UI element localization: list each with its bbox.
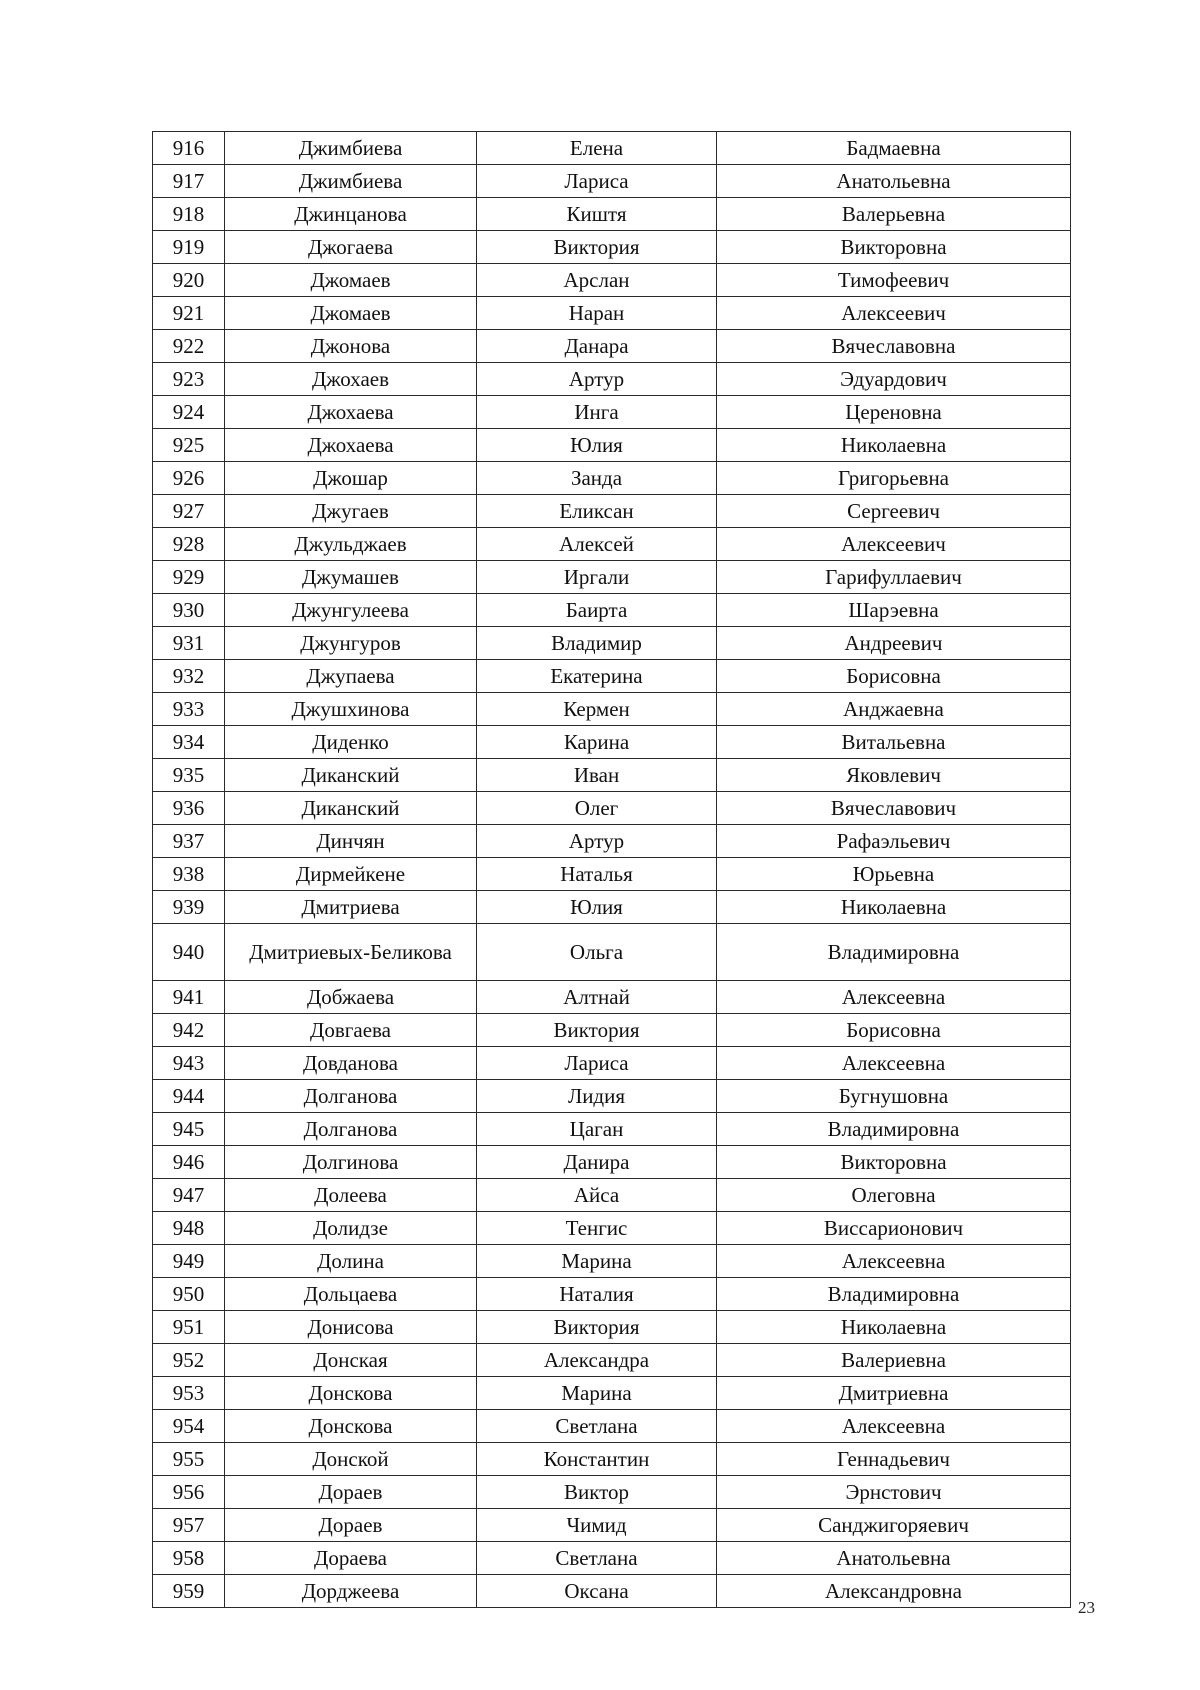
row-number-cell: 920 [153, 264, 225, 297]
table-row [153, 1575, 1071, 1608]
last-name-cell: Долеева [225, 1179, 477, 1212]
patronymic-cell: Анджаевна [717, 693, 1071, 726]
last-name-cell: Диканский [225, 759, 477, 792]
row-number-cell: 948 [153, 1212, 225, 1245]
last-name-cell: Джошар [225, 462, 477, 495]
row-number-cell: 921 [153, 297, 225, 330]
row-number-cell: 923 [153, 363, 225, 396]
table-row [153, 891, 1071, 924]
first-name-cell: Марина [477, 1245, 717, 1278]
first-name-cell: Иван [477, 759, 717, 792]
last-name-cell: Джонова [225, 330, 477, 363]
patronymic-cell: Викторовна [717, 231, 1071, 264]
table-row [153, 198, 1071, 231]
row-number-cell: 944 [153, 1080, 225, 1113]
last-name-cell: Долганова [225, 1113, 477, 1146]
table-row [153, 627, 1071, 660]
first-name-cell: Наран [477, 297, 717, 330]
table-row [153, 792, 1071, 825]
last-name-cell: Джохаев [225, 363, 477, 396]
first-name-cell: Ольга [477, 924, 717, 981]
last-name-cell: Долгинова [225, 1146, 477, 1179]
first-name-cell: Чимид [477, 1509, 717, 1542]
patronymic-cell: Эдуардович [717, 363, 1071, 396]
first-name-cell: Виктория [477, 231, 717, 264]
patronymic-cell: Дмитриевна [717, 1377, 1071, 1410]
first-name-cell: Наталия [477, 1278, 717, 1311]
patronymic-cell: Алексеевич [717, 528, 1071, 561]
patronymic-cell: Шарэевна [717, 594, 1071, 627]
patronymic-cell: Алексеевна [717, 1047, 1071, 1080]
first-name-cell: Артур [477, 363, 717, 396]
last-name-cell: Донисова [225, 1311, 477, 1344]
row-number-cell: 924 [153, 396, 225, 429]
last-name-cell: Джумашев [225, 561, 477, 594]
table-row [153, 264, 1071, 297]
first-name-cell: Кермен [477, 693, 717, 726]
table-row [153, 1311, 1071, 1344]
patronymic-cell: Григорьевна [717, 462, 1071, 495]
table-row [153, 1443, 1071, 1476]
last-name-cell: Джупаева [225, 660, 477, 693]
last-name-cell: Джохаева [225, 396, 477, 429]
first-name-cell: Еликсан [477, 495, 717, 528]
table-row [153, 231, 1071, 264]
table-row [153, 1377, 1071, 1410]
page-number: 23 [1078, 1598, 1095, 1617]
patronymic-cell: Вячеславович [717, 792, 1071, 825]
first-name-cell: Владимир [477, 627, 717, 660]
patronymic-cell: Гарифуллаевич [717, 561, 1071, 594]
row-number-cell: 931 [153, 627, 225, 660]
row-number-cell: 928 [153, 528, 225, 561]
row-number-cell: 917 [153, 165, 225, 198]
row-number-cell: 950 [153, 1278, 225, 1311]
row-number-cell: 959 [153, 1575, 225, 1608]
first-name-cell: Айса [477, 1179, 717, 1212]
first-name-cell: Марина [477, 1377, 717, 1410]
first-name-cell: Юлия [477, 891, 717, 924]
table-row [153, 363, 1071, 396]
last-name-cell: Джульджаев [225, 528, 477, 561]
table-row [153, 924, 1071, 981]
row-number-cell: 932 [153, 660, 225, 693]
table-row [153, 981, 1071, 1014]
table-row [153, 1113, 1071, 1146]
first-name-cell: Арслан [477, 264, 717, 297]
patronymic-cell: Анатольевна [717, 1542, 1071, 1575]
last-name-cell: Долина [225, 1245, 477, 1278]
patronymic-cell: Николаевна [717, 891, 1071, 924]
table-row [153, 297, 1071, 330]
table-row [153, 1245, 1071, 1278]
last-name-cell: Довданова [225, 1047, 477, 1080]
last-name-cell: Джунгуров [225, 627, 477, 660]
last-name-cell: Джогаева [225, 231, 477, 264]
first-name-cell: Тенгис [477, 1212, 717, 1245]
patronymic-cell: Цереновна [717, 396, 1071, 429]
last-name-cell: Джушхинова [225, 693, 477, 726]
last-name-cell: Донской [225, 1443, 477, 1476]
last-name-cell: Дорджеева [225, 1575, 477, 1608]
row-number-cell: 926 [153, 462, 225, 495]
first-name-cell: Инга [477, 396, 717, 429]
first-name-cell: Баирта [477, 594, 717, 627]
last-name-cell: Довгаева [225, 1014, 477, 1047]
row-number-cell: 947 [153, 1179, 225, 1212]
last-name-cell: Джомаев [225, 297, 477, 330]
patronymic-cell: Алексеевна [717, 1245, 1071, 1278]
patronymic-cell: Андреевич [717, 627, 1071, 660]
last-name-cell: Джимбиева [225, 132, 477, 165]
patronymic-cell: Рафаэльевич [717, 825, 1071, 858]
patronymic-cell: Вячеславовна [717, 330, 1071, 363]
table-row [153, 1476, 1071, 1509]
row-number-cell: 925 [153, 429, 225, 462]
last-name-cell: Диденко [225, 726, 477, 759]
row-number-cell: 940 [153, 924, 225, 981]
patronymic-cell: Геннадьевич [717, 1443, 1071, 1476]
table-row [153, 330, 1071, 363]
patronymic-cell: Николаевна [717, 1311, 1071, 1344]
first-name-cell: Екатерина [477, 660, 717, 693]
table-row [153, 495, 1071, 528]
patronymic-cell: Алексеевна [717, 981, 1071, 1014]
table-row [153, 1410, 1071, 1443]
row-number-cell: 933 [153, 693, 225, 726]
first-name-cell: Константин [477, 1443, 717, 1476]
last-name-cell: Джохаева [225, 429, 477, 462]
last-name-cell: Донскова [225, 1377, 477, 1410]
first-name-cell: Светлана [477, 1410, 717, 1443]
patronymic-cell: Эрнстович [717, 1476, 1071, 1509]
row-number-cell: 935 [153, 759, 225, 792]
patronymic-cell: Алексеевна [717, 1410, 1071, 1443]
patronymic-cell: Борисовна [717, 1014, 1071, 1047]
last-name-cell: Динчян [225, 825, 477, 858]
table-row [153, 165, 1071, 198]
table-row [153, 594, 1071, 627]
first-name-cell: Олег [477, 792, 717, 825]
table-row [153, 1542, 1071, 1575]
row-number-cell: 956 [153, 1476, 225, 1509]
table-row [153, 462, 1071, 495]
patronymic-cell: Борисовна [717, 660, 1071, 693]
table-row [153, 759, 1071, 792]
table-row [153, 561, 1071, 594]
table-row [153, 693, 1071, 726]
row-number-cell: 937 [153, 825, 225, 858]
first-name-cell: Занда [477, 462, 717, 495]
patronymic-cell: Валериевна [717, 1344, 1071, 1377]
table-row [153, 1212, 1071, 1245]
patronymic-cell: Алексеевич [717, 297, 1071, 330]
table-row [153, 429, 1071, 462]
last-name-cell: Дмитриевых-Беликова [225, 924, 477, 981]
first-name-cell: Лидия [477, 1080, 717, 1113]
row-number-cell: 942 [153, 1014, 225, 1047]
first-name-cell: Оксана [477, 1575, 717, 1608]
last-name-cell: Джунгулеева [225, 594, 477, 627]
row-number-cell: 941 [153, 981, 225, 1014]
first-name-cell: Александра [477, 1344, 717, 1377]
row-number-cell: 951 [153, 1311, 225, 1344]
row-number-cell: 955 [153, 1443, 225, 1476]
table-row [153, 660, 1071, 693]
table-row [153, 528, 1071, 561]
first-name-cell: Виктория [477, 1014, 717, 1047]
last-name-cell: Дольцаева [225, 1278, 477, 1311]
first-name-cell: Виктория [477, 1311, 717, 1344]
first-name-cell: Светлана [477, 1542, 717, 1575]
last-name-cell: Джимбиева [225, 165, 477, 198]
patronymic-cell: Владимировна [717, 1113, 1071, 1146]
row-number-cell: 930 [153, 594, 225, 627]
first-name-cell: Елена [477, 132, 717, 165]
last-name-cell: Дораев [225, 1509, 477, 1542]
row-number-cell: 938 [153, 858, 225, 891]
row-number-cell: 939 [153, 891, 225, 924]
row-number-cell: 958 [153, 1542, 225, 1575]
last-name-cell: Долидзе [225, 1212, 477, 1245]
last-name-cell: Долганова [225, 1080, 477, 1113]
row-number-cell: 954 [153, 1410, 225, 1443]
first-name-cell: Иргали [477, 561, 717, 594]
patronymic-cell: Викторовна [717, 1146, 1071, 1179]
patronymic-cell: Николаевна [717, 429, 1071, 462]
table-row [153, 726, 1071, 759]
patronymic-cell: Сергеевич [717, 495, 1071, 528]
table-row [153, 1278, 1071, 1311]
patronymic-cell: Витальевна [717, 726, 1071, 759]
row-number-cell: 949 [153, 1245, 225, 1278]
patronymic-cell: Владимировна [717, 1278, 1071, 1311]
row-number-cell: 953 [153, 1377, 225, 1410]
last-name-cell: Диканский [225, 792, 477, 825]
first-name-cell: Киштя [477, 198, 717, 231]
last-name-cell: Джомаев [225, 264, 477, 297]
last-name-cell: Донскова [225, 1410, 477, 1443]
table-row [153, 1179, 1071, 1212]
roster-table [152, 131, 1071, 1608]
first-name-cell: Данара [477, 330, 717, 363]
row-number-cell: 922 [153, 330, 225, 363]
table-row [153, 1080, 1071, 1113]
row-number-cell: 916 [153, 132, 225, 165]
patronymic-cell: Валерьевна [717, 198, 1071, 231]
first-name-cell: Лариса [477, 165, 717, 198]
table-row [153, 1509, 1071, 1542]
table-row [153, 825, 1071, 858]
last-name-cell: Джинцанова [225, 198, 477, 231]
first-name-cell: Виктор [477, 1476, 717, 1509]
patronymic-cell: Бадмаевна [717, 132, 1071, 165]
table-row [153, 1146, 1071, 1179]
first-name-cell: Алтнай [477, 981, 717, 1014]
patronymic-cell: Яковлевич [717, 759, 1071, 792]
row-number-cell: 919 [153, 231, 225, 264]
first-name-cell: Наталья [477, 858, 717, 891]
row-number-cell: 943 [153, 1047, 225, 1080]
patronymic-cell: Юрьевна [717, 858, 1071, 891]
first-name-cell: Карина [477, 726, 717, 759]
row-number-cell: 929 [153, 561, 225, 594]
row-number-cell: 918 [153, 198, 225, 231]
last-name-cell: Дирмейкене [225, 858, 477, 891]
row-number-cell: 945 [153, 1113, 225, 1146]
table-row [153, 858, 1071, 891]
row-number-cell: 934 [153, 726, 225, 759]
row-number-cell: 936 [153, 792, 225, 825]
first-name-cell: Алексей [477, 528, 717, 561]
patronymic-cell: Олеговна [717, 1179, 1071, 1212]
patronymic-cell: Бугнушовна [717, 1080, 1071, 1113]
patronymic-cell: Александровна [717, 1575, 1071, 1608]
table-row [153, 396, 1071, 429]
last-name-cell: Добжаева [225, 981, 477, 1014]
first-name-cell: Данира [477, 1146, 717, 1179]
table-row [153, 1047, 1071, 1080]
last-name-cell: Дораева [225, 1542, 477, 1575]
table-row [153, 1014, 1071, 1047]
table-row [153, 132, 1071, 165]
row-number-cell: 946 [153, 1146, 225, 1179]
last-name-cell: Дмитриева [225, 891, 477, 924]
first-name-cell: Артур [477, 825, 717, 858]
patronymic-cell: Владимировна [717, 924, 1071, 981]
patronymic-cell: Санджигоряевич [717, 1509, 1071, 1542]
last-name-cell: Джугаев [225, 495, 477, 528]
first-name-cell: Лариса [477, 1047, 717, 1080]
patronymic-cell: Тимофеевич [717, 264, 1071, 297]
patronymic-cell: Анатольевна [717, 165, 1071, 198]
row-number-cell: 952 [153, 1344, 225, 1377]
table-row [153, 1344, 1071, 1377]
roster-table-body [153, 132, 1071, 1608]
last-name-cell: Дораев [225, 1476, 477, 1509]
first-name-cell: Юлия [477, 429, 717, 462]
row-number-cell: 927 [153, 495, 225, 528]
patronymic-cell: Виссарионович [717, 1212, 1071, 1245]
first-name-cell: Цаган [477, 1113, 717, 1146]
last-name-cell: Донская [225, 1344, 477, 1377]
row-number-cell: 957 [153, 1509, 225, 1542]
